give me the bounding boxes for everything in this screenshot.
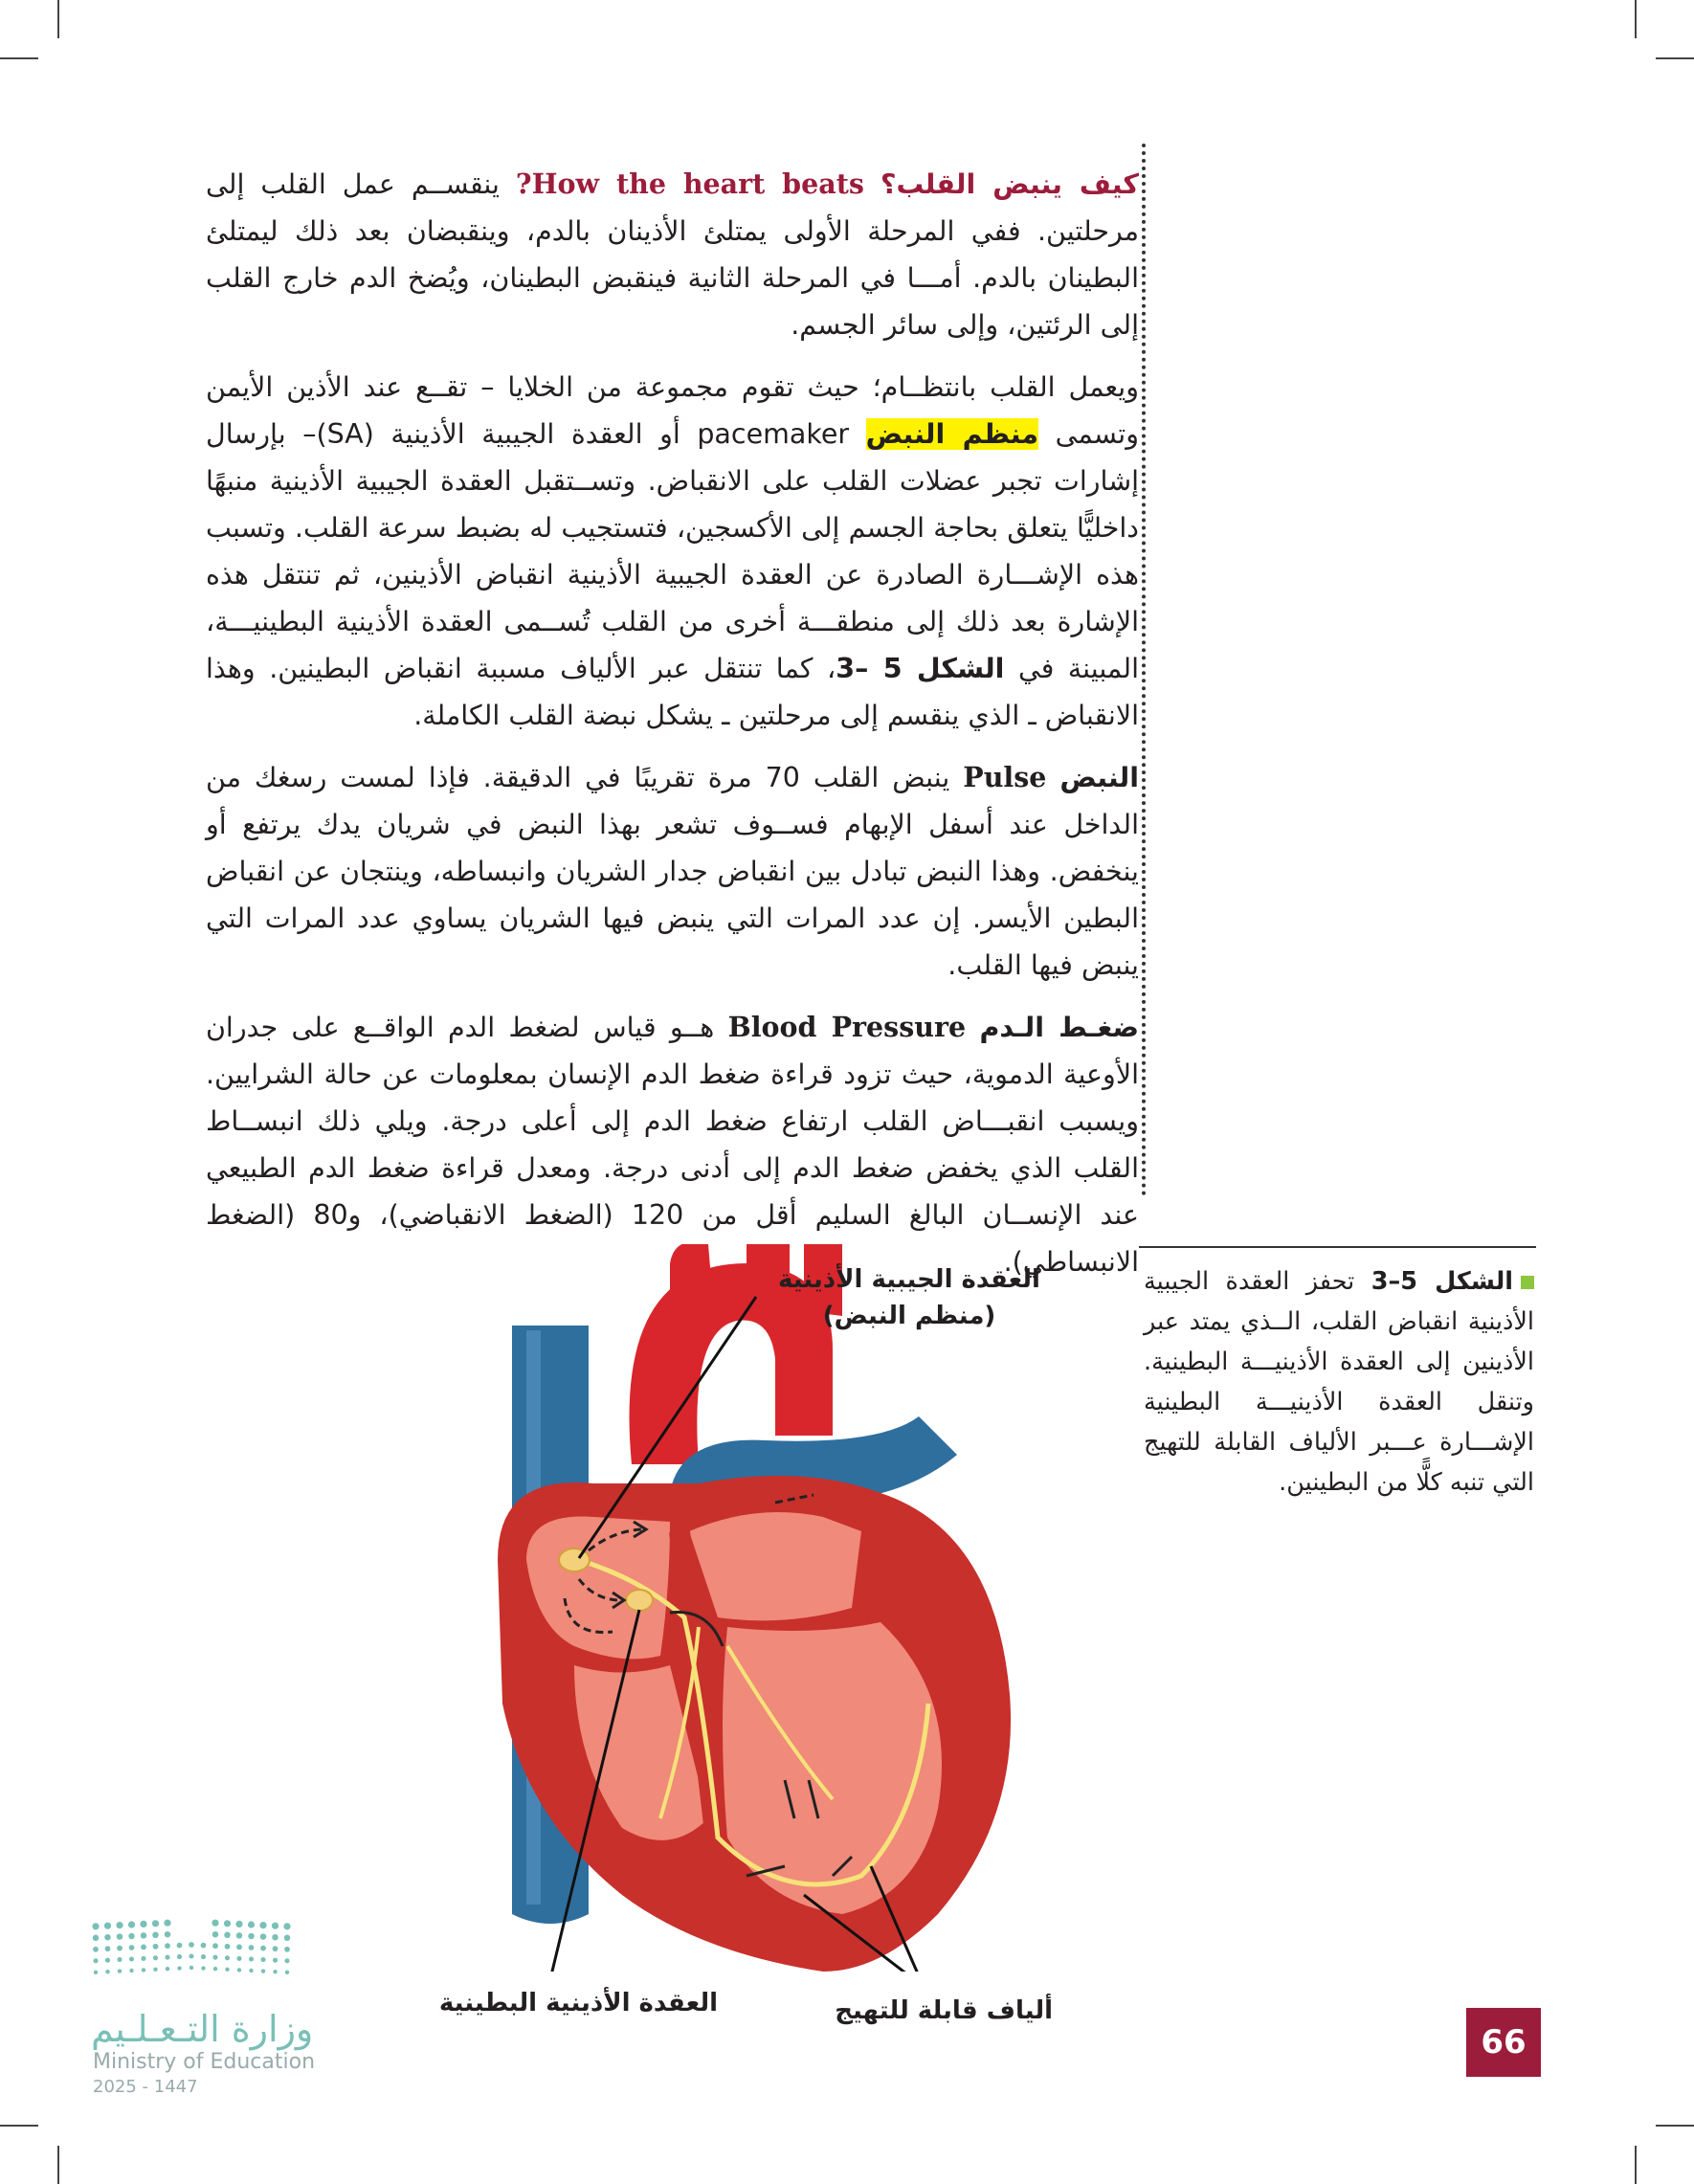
paragraph-heartbeat [206,161,1139,348]
figure-reference: الشكل 5 –3 [836,653,1005,684]
paragraph-pacemaker [206,364,1139,739]
left-atrium [689,1512,861,1620]
sa-node [559,1549,590,1571]
page-number: 66 [1466,2008,1541,2077]
paragraph-text: ويعمل القلب بانتظــام؛ حيث تقوم مجموعة من الخلايا – تقــع عند الأذين الأيمن وتسمى [206,371,1139,450]
crop-mark [0,57,38,59]
body-text [206,161,1139,1301]
heading-how-heart-beats-ar: كيف ينبض القلب؟ [880,168,1139,200]
term-blood-pressure-ar: ضغـط الـدم [979,1012,1140,1043]
paragraph-blood-pressure [206,1004,1139,1285]
label-excitable-fibers: ألياف قابلة للتهيج [835,1996,1053,2025]
margin-dotted-rule [1142,144,1146,1196]
heading-how-heart-beats-en: How the heart beats? [515,167,864,200]
paragraph-text: ، كما تنتقل عبر الألياف مسببة انقباض البطينين. وهذا الانقباض ـ الذي ينقسم إلى مرحلتين ـ يشكل نبضة القلب الكاملة. [206,653,1139,731]
crop-mark [57,0,59,38]
caption-figure-number: الشكل 5–3 [1371,1267,1514,1296]
crop-mark [57,2146,59,2184]
left-ventricle [723,1622,942,1914]
term-pulse-en: Pulse [963,761,1047,793]
paragraph-text: pacemaker أو العقدة الجيبية الأذينية (SA)– بإرسال إشارات تجبر عضلات القلب على الانقباض. وتســتقبل العقدة الجيبية الأذينية منبهًا داخليًّا يتعلق بحاجة الجسم إلى الأكسجين، فتستجيب له بضبط سرعة القلب. وتسبب هذه الإشـــارة الصادرة عن العقدة الجيبية الأذينية انقباض الأذينين، ثم تنتقل هذه الإشارة بعد ذلك إلى منطقـــة أخرى من القلب تُســمى العقدة الأذينية البطينيـــة، المبينة في [206,418,1139,684]
paragraph-text: هــو قياس لضغط الدم الواقــع على جدران الأوعية الدموية، حيث تزود قراءة ضغط الدم الإنسان بمعلومات عن حالة الشرايين. ويسبب انقبـــاض القلب ارتفاع ضغط الدم إلى أعلى درجة. ويلي ذلك انبســاط القلب الذي يخفض ضغط الدم إلى أدنى درجة. ومعدل قراءة ضغط الدم الطبيعي عند الإنســان البالغ السليم أقل من 120 (الضغط الانقباضي)، و80 (الضغط الانبساطي). [206,1012,1139,1278]
ministry-name-ar: وزارة التـعـلـيم [91,2008,314,2050]
crop-mark [0,2125,38,2127]
paragraph-pulse [206,754,1139,989]
paragraph-text: ينبض القلب 70 مرة تقريبًا في الدقيقة. فإذا لمست رسغك من الداخل عند أسفل الإبهام فســوف تشعر بهذا النبض في شريان يدك يرتفع أو ينخفض. وهذا النبض تبادل بين انقباض جدار الشريان وانبساطه، وينتجان عن انقباض البطين الأيسر. إن عدد المرات التي ينبض فيها الشريان يساوي عدد المرات التي ينبض فيها القلب. [206,762,1139,981]
caption-square-icon [1521,1276,1534,1289]
crop-mark [1635,0,1637,38]
crop-mark [1656,2125,1694,2127]
crop-mark [1635,2146,1637,2184]
figure-caption [1144,1261,1534,1503]
caption-text: تحفز العقدة الجيبية الأذينية انقباض القلب، الــذي يمتد عبر الأذينين إلى العقدة الأذينيـــة البطينية. وتنقل العقدة الأذينيـــة البطينية الإشـــارة عـــبر الألياف القابلة للتهيج التي تنبه كلًّا من البطينين. [1144,1267,1534,1497]
av-node [626,1590,653,1611]
label-sa-node-title: العقدة الجيبية الأذينية [778,1265,1040,1294]
term-blood-pressure-en: Blood Pressure [727,1011,967,1043]
ministry-year: 2025 - 1447 [93,2077,198,2097]
label-sa-node [756,1261,1062,1334]
heart-illustration [383,1244,1110,1972]
caption-rule [1139,1246,1536,1248]
ministry-name-en: Ministry of Education [93,2050,316,2074]
term-pulse-ar: النبض [1059,762,1140,793]
crop-mark [1656,57,1694,59]
label-av-node: العقدة الأذينية البطينية [438,1989,718,2017]
label-sa-node-sub: (منظم النبض) [822,1302,996,1330]
highlighted-term-pacemaker: منظم النبض [865,418,1039,450]
paragraph-text: ينقســم عمل القلب إلى مرحلتين. ففي المرحلة الأولى يمتلئ الأذينان بالدم، وينقبضان بعد ذلك ليمتلئ البطينان بالدم. أمـــا في المرحلة الثانية فينقبض البطينان، ويُضخ الدم خارج القلب إلى الرئتين، وإلى سائر الجسم. [206,168,1139,341]
